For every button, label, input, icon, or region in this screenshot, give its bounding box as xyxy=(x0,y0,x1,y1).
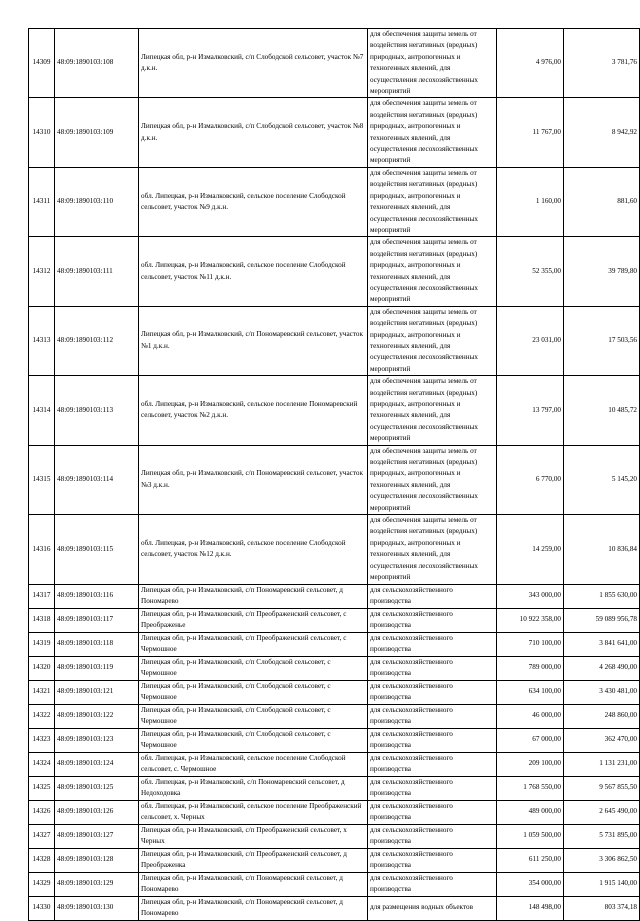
area: 6 770,00 xyxy=(497,445,564,514)
permitted-use: для обеспечения защиты земель от воздействия негативных (вредных) природных, антропогенных и техногенных явлений, для осуществления лесохозяйственных мероприятий xyxy=(368,306,497,375)
permitted-use: для сельскохозяйственного производства xyxy=(368,776,497,800)
address: Липецкая обл, р-н Измалковский, с/п Пономаревский сельсовет, д Пономарево xyxy=(139,872,368,896)
table-row xyxy=(29,237,640,306)
area: 1 768 550,00 xyxy=(497,776,564,800)
area: 1 059 500,00 xyxy=(497,824,564,848)
address: Липецкая обл, р-н Измалковский, с/п Слободской сельсовет, участок №7 д.к.н. xyxy=(139,29,368,98)
permitted-use: для сельскохозяйственного производства xyxy=(368,800,497,824)
table-row xyxy=(29,167,640,236)
cadastral-number: 48:09:1890103:111 xyxy=(55,237,139,306)
cadastral-value: 4 268 490,00 xyxy=(564,656,640,680)
permitted-use: для сельскохозяйственного производства xyxy=(368,656,497,680)
address: Липецкая обл, р-н Измалковский, с/п Пономаревский сельсовет, д Пономарево xyxy=(139,584,368,608)
permitted-use: для сельскохозяйственного производства xyxy=(368,680,497,704)
cadastral-number: 48:09:1890103:117 xyxy=(55,608,139,632)
row-number: 14309 xyxy=(29,29,55,98)
area: 11 767,00 xyxy=(497,98,564,167)
cadastral-value: 9 567 855,50 xyxy=(564,776,640,800)
cadastral-number: 48:09:1890103:112 xyxy=(55,306,139,375)
permitted-use: для обеспечения защиты земель от воздействия негативных (вредных) природных, антропогенных и техногенных явлений, для осуществления лесохозяйственных мероприятий xyxy=(368,29,497,98)
cadastral-value: 39 789,80 xyxy=(564,237,640,306)
table-row xyxy=(29,584,640,608)
permitted-use: для обеспечения защиты земель от воздействия негативных (вредных) природных, антропогенных и техногенных явлений, для осуществления лесохозяйственных мероприятий xyxy=(368,167,497,236)
row-number: 14318 xyxy=(29,608,55,632)
cadastral-value: 2 645 490,00 xyxy=(564,800,640,824)
cadastral-value: 3 781,76 xyxy=(564,29,640,98)
cadastral-value: 59 089 956,78 xyxy=(564,608,640,632)
area: 489 000,00 xyxy=(497,800,564,824)
cadastral-value: 1 915 140,00 xyxy=(564,872,640,896)
cadastral-value: 10 836,84 xyxy=(564,515,640,584)
table-row xyxy=(29,872,640,896)
permitted-use: для сельскохозяйственного производства xyxy=(368,728,497,752)
cadastral-number: 48:09:1890103:126 xyxy=(55,800,139,824)
row-number: 14330 xyxy=(29,896,55,920)
address: Липецкая обл, р-н Измалковский, с/п Пономаревский сельсовет, участок №3 д.к.н. xyxy=(139,445,368,514)
cadastral-number: 48:09:1890103:129 xyxy=(55,872,139,896)
area: 14 259,00 xyxy=(497,515,564,584)
permitted-use: для сельскохозяйственного производства xyxy=(368,704,497,728)
table-row xyxy=(29,656,640,680)
table-row xyxy=(29,445,640,514)
cadastral-value: 10 485,72 xyxy=(564,376,640,445)
cadastral-value: 5 145,20 xyxy=(564,445,640,514)
address: обл. Липецкая, р-н Измалковский, сельское поселение Слободской сельсовет, с. Чермошное xyxy=(139,752,368,776)
table-row xyxy=(29,376,640,445)
permitted-use: для сельскохозяйственного производства xyxy=(368,872,497,896)
row-number: 14311 xyxy=(29,167,55,236)
row-number: 14310 xyxy=(29,98,55,167)
table-row xyxy=(29,98,640,167)
permitted-use: для сельскохозяйственного производства xyxy=(368,824,497,848)
row-number: 14328 xyxy=(29,848,55,872)
cadastral-number: 48:09:1890103:109 xyxy=(55,98,139,167)
address: Липецкая обл, р-н Измалковский, с/п Слободской сельсовет, с Чермошное xyxy=(139,728,368,752)
row-number: 14326 xyxy=(29,800,55,824)
row-number: 14329 xyxy=(29,872,55,896)
address: обл. Липецкая, р-н Измалковский, сельское поселение Слободской сельсовет, участок №11 д.к.н. xyxy=(139,237,368,306)
cadastral-value: 362 470,00 xyxy=(564,728,640,752)
table-row xyxy=(29,776,640,800)
permitted-use: для обеспечения защиты земель от воздействия негативных (вредных) природных, антропогенных и техногенных явлений, для осуществления лесохозяйственных мероприятий xyxy=(368,98,497,167)
address: обл. Липецкая, р-н Измалковский, с/п Пономаревский сельсовет, д Недоходовка xyxy=(139,776,368,800)
address: обл. Липецкая, р-н Измалковский, сельское поселение Слободской сельсовет, участок №9 д.к.н. xyxy=(139,167,368,236)
permitted-use: для обеспечения защиты земель от воздействия негативных (вредных) природных, антропогенных и техногенных явлений, для осуществления лесохозяйственных мероприятий xyxy=(368,515,497,584)
cadastral-number: 48:09:1890103:119 xyxy=(55,656,139,680)
cadastral-value: 1 131 231,00 xyxy=(564,752,640,776)
permitted-use: для обеспечения защиты земель от воздействия негативных (вредных) природных, антропогенных и техногенных явлений, для осуществления лесохозяйственных мероприятий xyxy=(368,376,497,445)
cadastral-number: 48:09:1890103:128 xyxy=(55,848,139,872)
table-row xyxy=(29,680,640,704)
cadastral-number: 48:09:1890103:122 xyxy=(55,704,139,728)
cadastral-number: 48:09:1890103:123 xyxy=(55,728,139,752)
cadastral-number: 48:09:1890103:118 xyxy=(55,632,139,656)
table-row xyxy=(29,515,640,584)
address: обл. Липецкая, р-н Измалковский, сельское поселение Пономаревский сельсовет, участок №2 д.к.н. xyxy=(139,376,368,445)
area: 67 000,00 xyxy=(497,728,564,752)
cadastral-value: 248 860,00 xyxy=(564,704,640,728)
cadastral-number: 48:09:1890103:108 xyxy=(55,29,139,98)
table-row xyxy=(29,632,640,656)
permitted-use: для сельскохозяйственного производства xyxy=(368,848,497,872)
table-body xyxy=(29,29,640,921)
permitted-use: для сельскохозяйственного производства xyxy=(368,608,497,632)
table-row xyxy=(29,306,640,375)
table-row xyxy=(29,848,640,872)
row-number: 14317 xyxy=(29,584,55,608)
permitted-use: для сельскохозяйственного производства xyxy=(368,584,497,608)
table-row xyxy=(29,29,640,98)
cadastral-value: 3 430 481,00 xyxy=(564,680,640,704)
land-plots-table xyxy=(28,28,640,921)
row-number: 14324 xyxy=(29,752,55,776)
address: обл. Липецкая, р-н Измалковский, сельское поселение Слободской сельсовет, участок №12 д.к.н. xyxy=(139,515,368,584)
permitted-use: для обеспечения защиты земель от воздействия негативных (вредных) природных, антропогенных и техногенных явлений, для осуществления лесохозяйственных мероприятий xyxy=(368,237,497,306)
cadastral-number: 48:09:1890103:115 xyxy=(55,515,139,584)
cadastral-value: 17 503,56 xyxy=(564,306,640,375)
cadastral-number: 48:09:1890103:110 xyxy=(55,167,139,236)
cadastral-number: 48:09:1890103:114 xyxy=(55,445,139,514)
permitted-use: для сельскохозяйственного производства xyxy=(368,632,497,656)
area: 209 100,00 xyxy=(497,752,564,776)
table-row xyxy=(29,824,640,848)
cadastral-number: 48:09:1890103:127 xyxy=(55,824,139,848)
row-number: 14320 xyxy=(29,656,55,680)
area: 710 100,00 xyxy=(497,632,564,656)
area: 52 355,00 xyxy=(497,237,564,306)
table-row xyxy=(29,704,640,728)
row-number: 14316 xyxy=(29,515,55,584)
cadastral-number: 48:09:1890103:121 xyxy=(55,680,139,704)
area: 23 031,00 xyxy=(497,306,564,375)
area: 611 250,00 xyxy=(497,848,564,872)
cadastral-value: 5 731 895,00 xyxy=(564,824,640,848)
document-page xyxy=(28,28,637,921)
address: Липецкая обл, р-н Измалковский, с/п Преображенский сельсовет, х Черных xyxy=(139,824,368,848)
cadastral-number: 48:09:1890103:113 xyxy=(55,376,139,445)
address: Липецкая обл, р-н Измалковский, с/п Преображенский сельсовет, с Чермошное xyxy=(139,632,368,656)
permitted-use: для сельскохозяйственного производства xyxy=(368,752,497,776)
cadastral-value: 881,60 xyxy=(564,167,640,236)
table-row xyxy=(29,800,640,824)
row-number: 14312 xyxy=(29,237,55,306)
address: Липецкая обл, р-н Измалковский, с/п Пономаревский сельсовет, д Пономарево xyxy=(139,896,368,920)
address: Липецкая обл, р-н Измалковский, с/п Слободской сельсовет, с Чермошное xyxy=(139,704,368,728)
row-number: 14327 xyxy=(29,824,55,848)
address: обл. Липецкая, р-н Измалковский, сельское поселение Преображенский сельсовет, х. Черных xyxy=(139,800,368,824)
area: 789 000,00 xyxy=(497,656,564,680)
permitted-use: для размещения водных объектов xyxy=(368,896,497,920)
cadastral-value: 8 942,92 xyxy=(564,98,640,167)
table-row xyxy=(29,728,640,752)
area: 4 976,00 xyxy=(497,29,564,98)
area: 343 000,00 xyxy=(497,584,564,608)
area: 354 000,00 xyxy=(497,872,564,896)
row-number: 14315 xyxy=(29,445,55,514)
area: 13 797,00 xyxy=(497,376,564,445)
cadastral-value: 3 306 862,50 xyxy=(564,848,640,872)
cadastral-number: 48:09:1890103:124 xyxy=(55,752,139,776)
row-number: 14323 xyxy=(29,728,55,752)
cadastral-number: 48:09:1890103:130 xyxy=(55,896,139,920)
address: Липецкая обл, р-н Измалковский, с/п Слободской сельсовет, участок №8 д.к.н. xyxy=(139,98,368,167)
table-row xyxy=(29,608,640,632)
cadastral-value: 3 841 641,00 xyxy=(564,632,640,656)
table-row xyxy=(29,752,640,776)
row-number: 14325 xyxy=(29,776,55,800)
area: 1 160,00 xyxy=(497,167,564,236)
area: 634 100,00 xyxy=(497,680,564,704)
permitted-use: для обеспечения защиты земель от воздействия негативных (вредных) природных, антропогенных и техногенных явлений, для осуществления лесохозяйственных мероприятий xyxy=(368,445,497,514)
area: 148 498,00 xyxy=(497,896,564,920)
address: Липецкая обл, р-н Измалковский, с/п Преображенский сельсовет, д Преображенка xyxy=(139,848,368,872)
address: Липецкая обл, р-н Измалковский, с/п Слободской сельсовет, с Чермошное xyxy=(139,680,368,704)
row-number: 14314 xyxy=(29,376,55,445)
cadastral-number: 48:09:1890103:116 xyxy=(55,584,139,608)
area: 10 922 358,00 xyxy=(497,608,564,632)
row-number: 14322 xyxy=(29,704,55,728)
cadastral-value: 1 855 630,00 xyxy=(564,584,640,608)
area: 46 000,00 xyxy=(497,704,564,728)
cadastral-value: 803 374,18 xyxy=(564,896,640,920)
cadastral-number: 48:09:1890103:125 xyxy=(55,776,139,800)
address: Липецкая обл, р-н Измалковский, с/п Пономаревский сельсовет, участок №1 д.к.н. xyxy=(139,306,368,375)
table-row xyxy=(29,896,640,920)
row-number: 14321 xyxy=(29,680,55,704)
address: Липецкая обл, р-н Измалковский, с/п Слободской сельсовет, с Чермошное xyxy=(139,656,368,680)
row-number: 14313 xyxy=(29,306,55,375)
row-number: 14319 xyxy=(29,632,55,656)
address: Липецкая обл, р-н Измалковский, с/п Преображенский сельсовет, с Преображенье xyxy=(139,608,368,632)
